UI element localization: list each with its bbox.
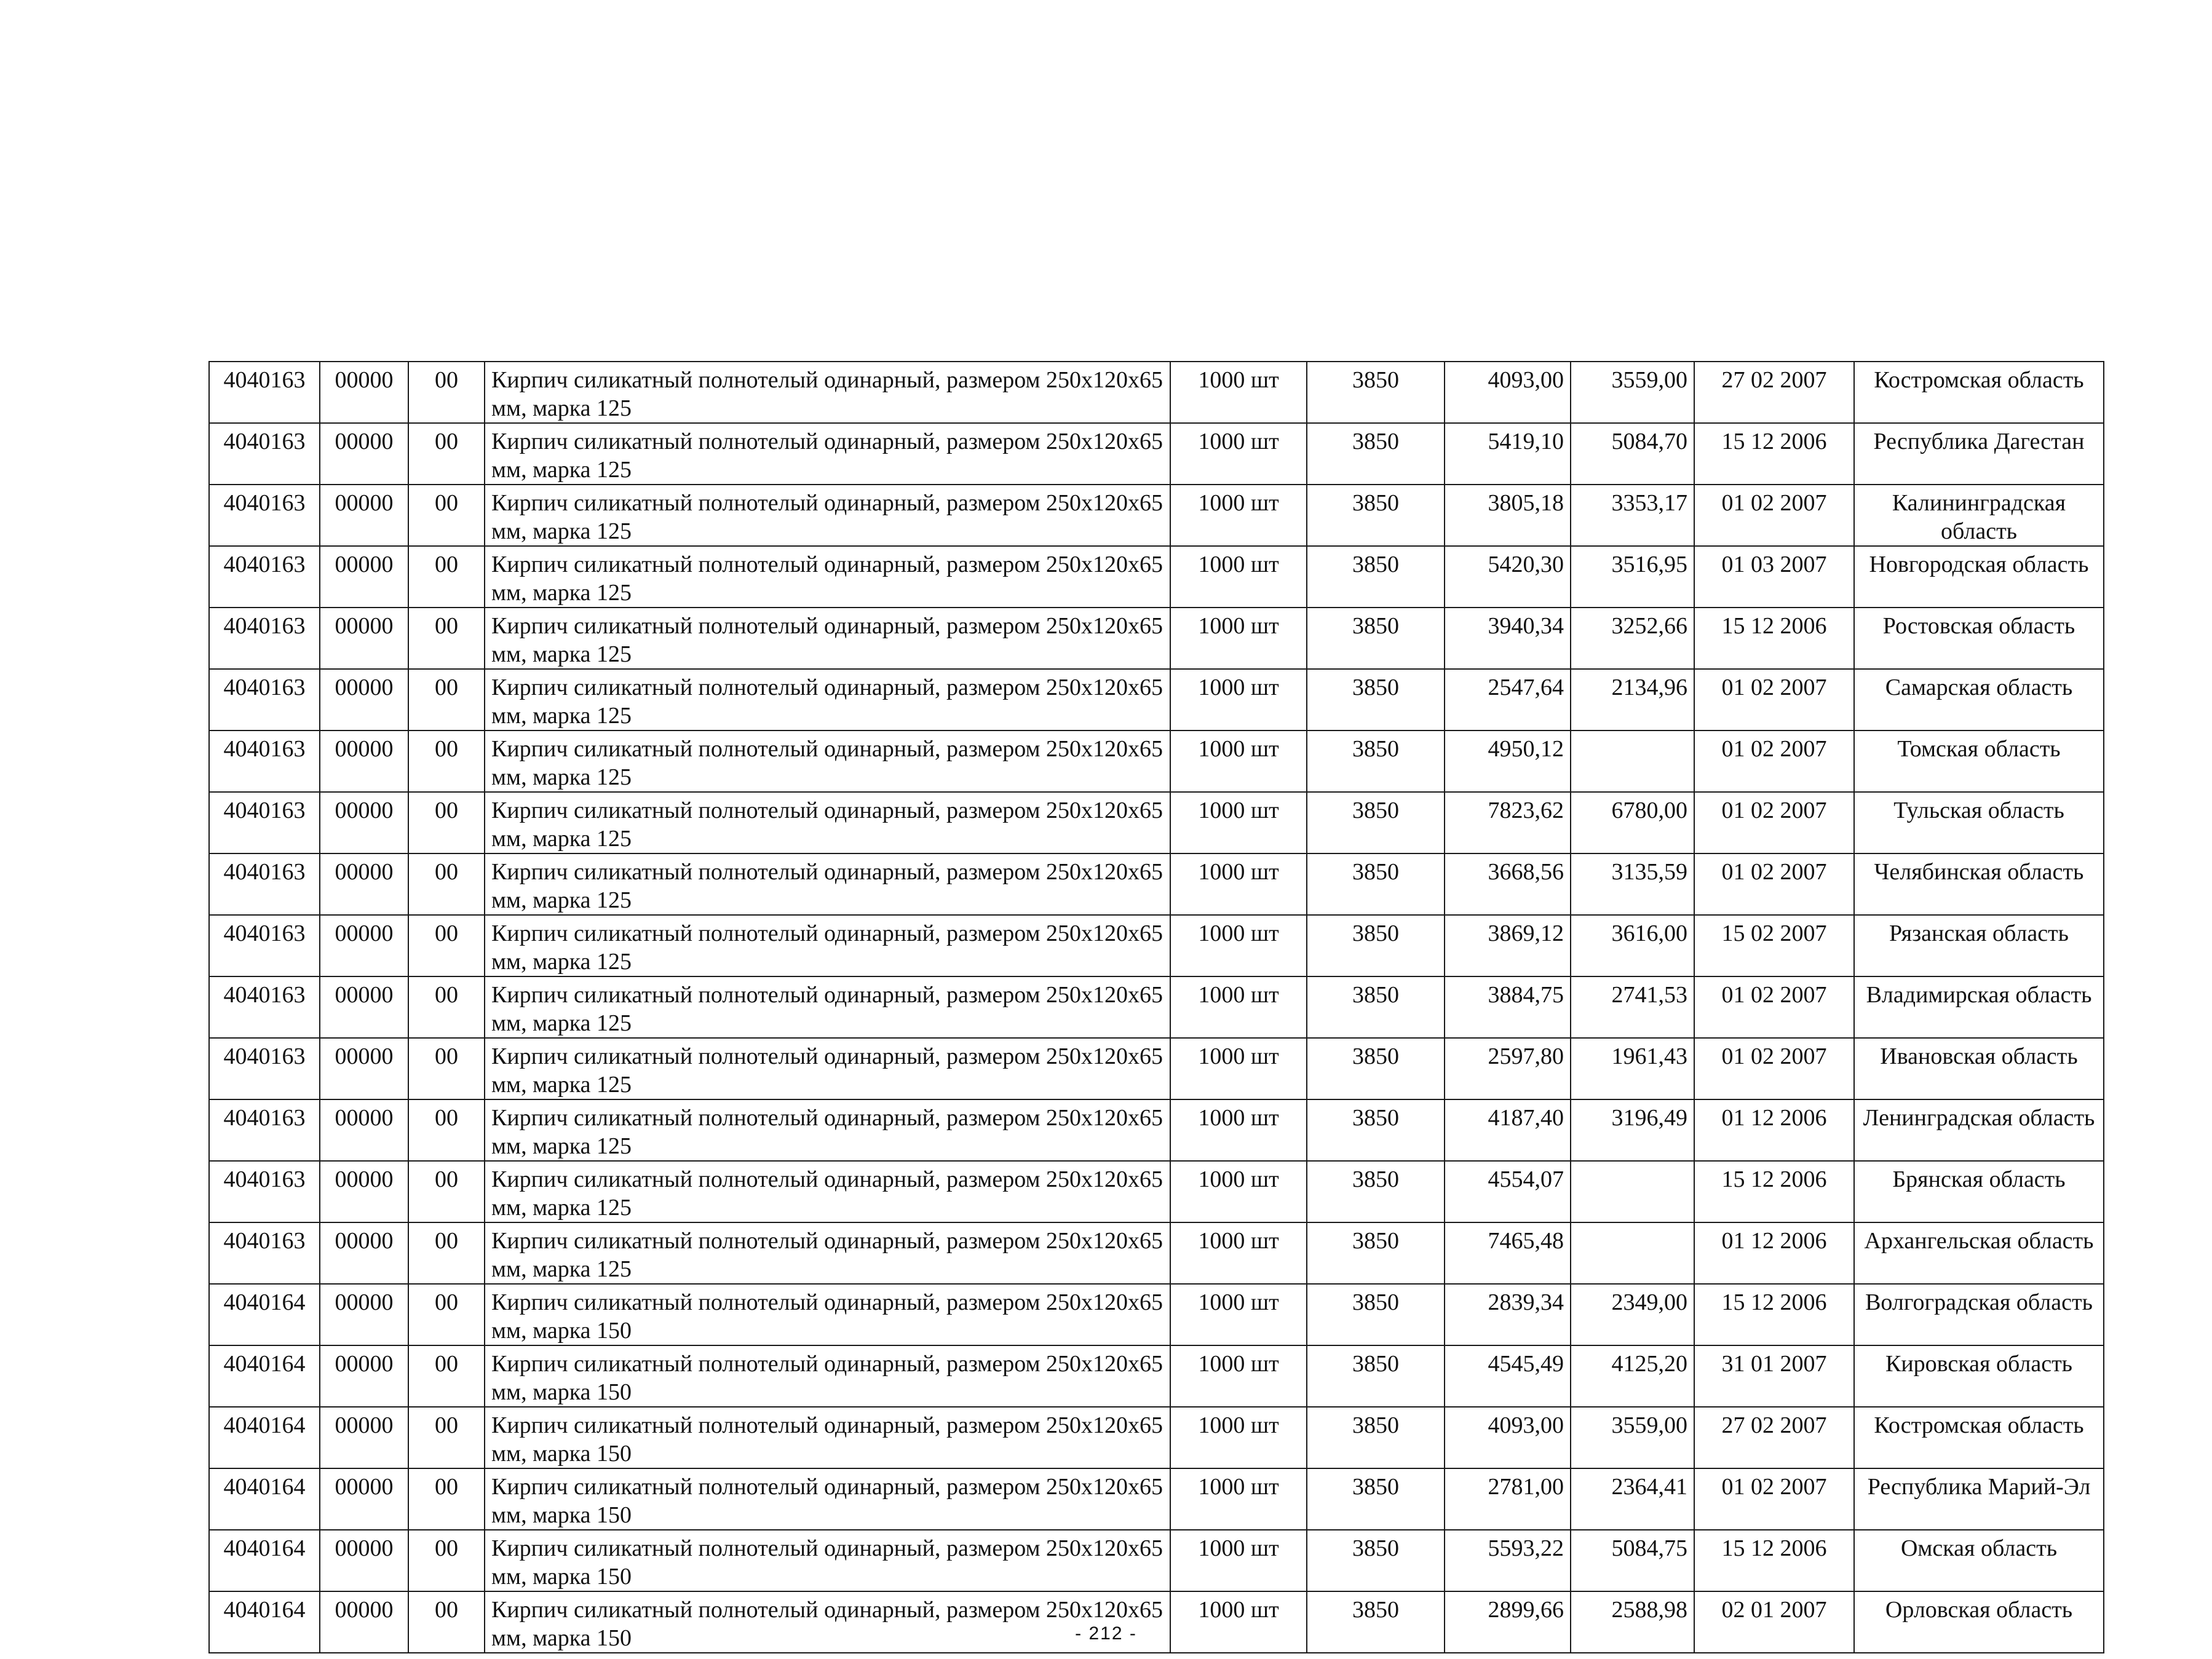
region-cell: Орловская область: [1854, 1591, 2104, 1653]
okei-code-cell: 3850: [1307, 546, 1445, 608]
okei-code-cell: 3850: [1307, 976, 1445, 1038]
description-cell: Кирпич силикатный полнотелый одинарный, размером 250х120х65 мм, марка 125: [485, 669, 1170, 731]
price-cell: 4187,40: [1445, 1099, 1571, 1161]
okei-code-cell: 3850: [1307, 669, 1445, 731]
table-row: [209, 976, 2104, 1038]
description-cell: Кирпич силикатный полнотелый одинарный, размером 250х120х65 мм, марка 125: [485, 546, 1170, 608]
unit-cell: 1000 шт: [1170, 423, 1307, 485]
table-row: [209, 485, 2104, 546]
price-cell: 3668,56: [1445, 853, 1571, 915]
price-alt-cell: 3559,00: [1571, 1407, 1694, 1468]
price-cell: 4093,00: [1445, 1407, 1571, 1468]
subcode-cell: 00000: [320, 669, 408, 731]
date-cell: 01 03 2007: [1694, 546, 1854, 608]
region-cell: Ивановская область: [1854, 1038, 2104, 1099]
page-number: - 212 -: [1075, 1623, 1137, 1644]
price-alt-cell: 2741,53: [1571, 976, 1694, 1038]
table-row: [209, 1345, 2104, 1407]
variant-cell: 00: [408, 1468, 485, 1530]
region-cell: Новгородская область: [1854, 546, 2104, 608]
date-cell: 01 02 2007: [1694, 792, 1854, 853]
price-alt-cell: 3135,59: [1571, 853, 1694, 915]
variant-cell: 00: [408, 976, 485, 1038]
item-code-cell: 4040164: [209, 1530, 320, 1591]
table-row: [209, 362, 2104, 423]
variant-cell: 00: [408, 731, 485, 792]
price-cell: 5419,10: [1445, 423, 1571, 485]
region-cell: Кировская область: [1854, 1345, 2104, 1407]
description-cell: Кирпич силикатный полнотелый одинарный, размером 250х120х65 мм, марка 125: [485, 1099, 1170, 1161]
okei-code-cell: 3850: [1307, 1530, 1445, 1591]
date-cell: 15 12 2006: [1694, 1161, 1854, 1222]
okei-code-cell: 3850: [1307, 1099, 1445, 1161]
unit-cell: 1000 шт: [1170, 1530, 1307, 1591]
table-row: [209, 731, 2104, 792]
okei-code-cell: 3850: [1307, 423, 1445, 485]
table-row: [209, 1161, 2104, 1222]
table-row: [209, 1530, 2104, 1591]
price-cell: 4093,00: [1445, 362, 1571, 423]
item-code-cell: 4040163: [209, 853, 320, 915]
date-cell: 01 02 2007: [1694, 1038, 1854, 1099]
okei-code-cell: 3850: [1307, 1591, 1445, 1653]
price-alt-cell: 1961,43: [1571, 1038, 1694, 1099]
variant-cell: 00: [408, 1530, 485, 1591]
date-cell: 15 12 2006: [1694, 423, 1854, 485]
region-cell: Ростовская область: [1854, 608, 2104, 669]
price-alt-cell: 2349,00: [1571, 1284, 1694, 1345]
subcode-cell: 00000: [320, 608, 408, 669]
price-alt-cell: 5084,75: [1571, 1530, 1694, 1591]
table-row: [209, 669, 2104, 731]
item-code-cell: 4040163: [209, 608, 320, 669]
region-cell: Омская область: [1854, 1530, 2104, 1591]
item-code-cell: 4040163: [209, 485, 320, 546]
subcode-cell: 00000: [320, 853, 408, 915]
unit-cell: 1000 шт: [1170, 485, 1307, 546]
price-cell: 4545,49: [1445, 1345, 1571, 1407]
table-row: [209, 1222, 2104, 1284]
okei-code-cell: 3850: [1307, 792, 1445, 853]
subcode-cell: 00000: [320, 1345, 408, 1407]
subcode-cell: 00000: [320, 423, 408, 485]
description-cell: Кирпич силикатный полнотелый одинарный, размером 250х120х65 мм, марка 125: [485, 608, 1170, 669]
item-code-cell: 4040164: [209, 1345, 320, 1407]
item-code-cell: 4040164: [209, 1591, 320, 1653]
unit-cell: 1000 шт: [1170, 976, 1307, 1038]
price-alt-cell: 2364,41: [1571, 1468, 1694, 1530]
variant-cell: 00: [408, 1591, 485, 1653]
table-row: [209, 853, 2104, 915]
price-alt-cell: 2588,98: [1571, 1591, 1694, 1653]
price-cell: 3940,34: [1445, 608, 1571, 669]
region-cell: Владимирская область: [1854, 976, 2104, 1038]
date-cell: 01 02 2007: [1694, 1468, 1854, 1530]
unit-cell: 1000 шт: [1170, 1284, 1307, 1345]
description-cell: Кирпич силикатный полнотелый одинарный, размером 250х120х65 мм, марка 150: [485, 1591, 1170, 1653]
unit-cell: 1000 шт: [1170, 731, 1307, 792]
okei-code-cell: 3850: [1307, 1345, 1445, 1407]
region-cell: Костромская область: [1854, 362, 2104, 423]
date-cell: 01 02 2007: [1694, 976, 1854, 1038]
unit-cell: 1000 шт: [1170, 1591, 1307, 1653]
description-cell: Кирпич силикатный полнотелый одинарный, размером 250х120х65 мм, марка 125: [485, 485, 1170, 546]
subcode-cell: 00000: [320, 546, 408, 608]
date-cell: 01 02 2007: [1694, 669, 1854, 731]
okei-code-cell: 3850: [1307, 1161, 1445, 1222]
okei-code-cell: 3850: [1307, 1038, 1445, 1099]
item-code-cell: 4040164: [209, 1407, 320, 1468]
description-cell: Кирпич силикатный полнотелый одинарный, размером 250х120х65 мм, марка 125: [485, 915, 1170, 976]
date-cell: 02 01 2007: [1694, 1591, 1854, 1653]
date-cell: 15 12 2006: [1694, 1284, 1854, 1345]
price-alt-cell: 6780,00: [1571, 792, 1694, 853]
date-cell: 27 02 2007: [1694, 362, 1854, 423]
item-code-cell: 4040163: [209, 731, 320, 792]
description-cell: Кирпич силикатный полнотелый одинарный, размером 250х120х65 мм, марка 150: [485, 1407, 1170, 1468]
region-cell: Республика Дагестан: [1854, 423, 2104, 485]
unit-cell: 1000 шт: [1170, 1345, 1307, 1407]
price-cell: 5420,30: [1445, 546, 1571, 608]
price-alt-cell: 5084,70: [1571, 423, 1694, 485]
subcode-cell: 00000: [320, 915, 408, 976]
price-cell: 4554,07: [1445, 1161, 1571, 1222]
price-alt-cell: [1571, 1222, 1694, 1284]
region-cell: Калининградская область: [1854, 485, 2104, 546]
region-cell: Костромская область: [1854, 1407, 2104, 1468]
unit-cell: 1000 шт: [1170, 1468, 1307, 1530]
subcode-cell: 00000: [320, 1038, 408, 1099]
variant-cell: 00: [408, 669, 485, 731]
unit-cell: 1000 шт: [1170, 362, 1307, 423]
table-row: [209, 1099, 2104, 1161]
subcode-cell: 00000: [320, 485, 408, 546]
okei-code-cell: 3850: [1307, 485, 1445, 546]
region-cell: Тульская область: [1854, 792, 2104, 853]
subcode-cell: 00000: [320, 1284, 408, 1345]
price-cell: 2547,64: [1445, 669, 1571, 731]
item-code-cell: 4040163: [209, 1222, 320, 1284]
table-row: [209, 608, 2104, 669]
variant-cell: 00: [408, 362, 485, 423]
variant-cell: 00: [408, 608, 485, 669]
description-cell: Кирпич силикатный полнотелый одинарный, размером 250х120х65 мм, марка 125: [485, 1038, 1170, 1099]
okei-code-cell: 3850: [1307, 1284, 1445, 1345]
unit-cell: 1000 шт: [1170, 1099, 1307, 1161]
date-cell: 27 02 2007: [1694, 1407, 1854, 1468]
description-cell: Кирпич силикатный полнотелый одинарный, размером 250х120х65 мм, марка 125: [485, 1222, 1170, 1284]
subcode-cell: 00000: [320, 792, 408, 853]
item-code-cell: 4040163: [209, 1161, 320, 1222]
price-alt-cell: [1571, 731, 1694, 792]
variant-cell: 00: [408, 423, 485, 485]
variant-cell: 00: [408, 1284, 485, 1345]
price-alt-cell: 2134,96: [1571, 669, 1694, 731]
table-row: [209, 792, 2104, 853]
table-body: [209, 362, 2104, 1653]
price-alt-cell: 3353,17: [1571, 485, 1694, 546]
variant-cell: 00: [408, 853, 485, 915]
price-alt-cell: 3196,49: [1571, 1099, 1694, 1161]
variant-cell: 00: [408, 1099, 485, 1161]
region-cell: Ленинградская область: [1854, 1099, 2104, 1161]
region-cell: Самарская область: [1854, 669, 2104, 731]
subcode-cell: 00000: [320, 1407, 408, 1468]
item-code-cell: 4040164: [209, 1284, 320, 1345]
item-code-cell: 4040163: [209, 976, 320, 1038]
variant-cell: 00: [408, 915, 485, 976]
date-cell: 01 12 2006: [1694, 1222, 1854, 1284]
okei-code-cell: 3850: [1307, 1468, 1445, 1530]
subcode-cell: 00000: [320, 1591, 408, 1653]
variant-cell: 00: [408, 1222, 485, 1284]
variant-cell: 00: [408, 792, 485, 853]
region-cell: Республика Марий-Эл: [1854, 1468, 2104, 1530]
region-cell: Рязанская область: [1854, 915, 2104, 976]
unit-cell: 1000 шт: [1170, 546, 1307, 608]
description-cell: Кирпич силикатный полнотелый одинарный, размером 250х120х65 мм, марка 125: [485, 423, 1170, 485]
description-cell: Кирпич силикатный полнотелый одинарный, размером 250х120х65 мм, марка 125: [485, 853, 1170, 915]
date-cell: 31 01 2007: [1694, 1345, 1854, 1407]
unit-cell: 1000 шт: [1170, 669, 1307, 731]
unit-cell: 1000 шт: [1170, 1222, 1307, 1284]
table-row: [209, 1284, 2104, 1345]
unit-cell: 1000 шт: [1170, 608, 1307, 669]
item-code-cell: 4040163: [209, 1099, 320, 1161]
unit-cell: 1000 шт: [1170, 1161, 1307, 1222]
okei-code-cell: 3850: [1307, 608, 1445, 669]
description-cell: Кирпич силикатный полнотелый одинарный, размером 250х120х65 мм, марка 150: [485, 1468, 1170, 1530]
price-cell: 5593,22: [1445, 1530, 1571, 1591]
description-cell: Кирпич силикатный полнотелый одинарный, размером 250х120х65 мм, марка 150: [485, 1345, 1170, 1407]
date-cell: 01 02 2007: [1694, 731, 1854, 792]
price-cell: 2781,00: [1445, 1468, 1571, 1530]
item-code-cell: 4040164: [209, 1468, 320, 1530]
region-cell: Брянская область: [1854, 1161, 2104, 1222]
date-cell: 01 12 2006: [1694, 1099, 1854, 1161]
price-cell: 3884,75: [1445, 976, 1571, 1038]
variant-cell: 00: [408, 1407, 485, 1468]
variant-cell: 00: [408, 1161, 485, 1222]
subcode-cell: 00000: [320, 1530, 408, 1591]
subcode-cell: 00000: [320, 1222, 408, 1284]
date-cell: 15 12 2006: [1694, 1530, 1854, 1591]
region-cell: Челябинская область: [1854, 853, 2104, 915]
price-cell: 2899,66: [1445, 1591, 1571, 1653]
date-cell: 01 02 2007: [1694, 853, 1854, 915]
price-cell: 2597,80: [1445, 1038, 1571, 1099]
okei-code-cell: 3850: [1307, 1407, 1445, 1468]
price-alt-cell: 3516,95: [1571, 546, 1694, 608]
description-cell: Кирпич силикатный полнотелый одинарный, размером 250х120х65 мм, марка 125: [485, 792, 1170, 853]
table-row: [209, 423, 2104, 485]
okei-code-cell: 3850: [1307, 1222, 1445, 1284]
subcode-cell: 00000: [320, 1099, 408, 1161]
price-cell: 3869,12: [1445, 915, 1571, 976]
table-row: [209, 1407, 2104, 1468]
variant-cell: 00: [408, 546, 485, 608]
item-code-cell: 4040163: [209, 669, 320, 731]
price-cell: 7823,62: [1445, 792, 1571, 853]
table-row: [209, 1468, 2104, 1530]
price-alt-cell: 3559,00: [1571, 362, 1694, 423]
unit-cell: 1000 шт: [1170, 792, 1307, 853]
unit-cell: 1000 шт: [1170, 853, 1307, 915]
price-cell: 2839,34: [1445, 1284, 1571, 1345]
price-alt-cell: [1571, 1161, 1694, 1222]
description-cell: Кирпич силикатный полнотелый одинарный, размером 250х120х65 мм, марка 150: [485, 1530, 1170, 1591]
description-cell: Кирпич силикатный полнотелый одинарный, размером 250х120х65 мм, марка 125: [485, 362, 1170, 423]
description-cell: Кирпич силикатный полнотелый одинарный, размером 250х120х65 мм, марка 125: [485, 1161, 1170, 1222]
price-table: [208, 361, 2104, 1653]
table-row: [209, 546, 2104, 608]
okei-code-cell: 3850: [1307, 915, 1445, 976]
price-cell: 7465,48: [1445, 1222, 1571, 1284]
region-cell: Волгоградская область: [1854, 1284, 2104, 1345]
description-cell: Кирпич силикатный полнотелый одинарный, размером 250х120х65 мм, марка 125: [485, 976, 1170, 1038]
date-cell: 01 02 2007: [1694, 485, 1854, 546]
price-alt-cell: 3252,66: [1571, 608, 1694, 669]
description-cell: Кирпич силикатный полнотелый одинарный, размером 250х120х65 мм, марка 125: [485, 731, 1170, 792]
region-cell: Архангельская область: [1854, 1222, 2104, 1284]
variant-cell: 00: [408, 1038, 485, 1099]
variant-cell: 00: [408, 1345, 485, 1407]
date-cell: 15 02 2007: [1694, 915, 1854, 976]
item-code-cell: 4040163: [209, 423, 320, 485]
description-cell: Кирпич силикатный полнотелый одинарный, размером 250х120х65 мм, марка 150: [485, 1284, 1170, 1345]
region-cell: Томская область: [1854, 731, 2104, 792]
date-cell: 15 12 2006: [1694, 608, 1854, 669]
price-cell: 4950,12: [1445, 731, 1571, 792]
subcode-cell: 00000: [320, 976, 408, 1038]
unit-cell: 1000 шт: [1170, 1038, 1307, 1099]
subcode-cell: 00000: [320, 1468, 408, 1530]
subcode-cell: 00000: [320, 362, 408, 423]
item-code-cell: 4040163: [209, 546, 320, 608]
okei-code-cell: 3850: [1307, 853, 1445, 915]
variant-cell: 00: [408, 485, 485, 546]
table-row: [209, 1038, 2104, 1099]
price-alt-cell: 3616,00: [1571, 915, 1694, 976]
item-code-cell: 4040163: [209, 792, 320, 853]
item-code-cell: 4040163: [209, 915, 320, 976]
item-code-cell: 4040163: [209, 1038, 320, 1099]
table-row: [209, 915, 2104, 976]
item-code-cell: 4040163: [209, 362, 320, 423]
price-alt-cell: 4125,20: [1571, 1345, 1694, 1407]
subcode-cell: 00000: [320, 731, 408, 792]
okei-code-cell: 3850: [1307, 731, 1445, 792]
unit-cell: 1000 шт: [1170, 915, 1307, 976]
price-cell: 3805,18: [1445, 485, 1571, 546]
subcode-cell: 00000: [320, 1161, 408, 1222]
unit-cell: 1000 шт: [1170, 1407, 1307, 1468]
okei-code-cell: 3850: [1307, 362, 1445, 423]
